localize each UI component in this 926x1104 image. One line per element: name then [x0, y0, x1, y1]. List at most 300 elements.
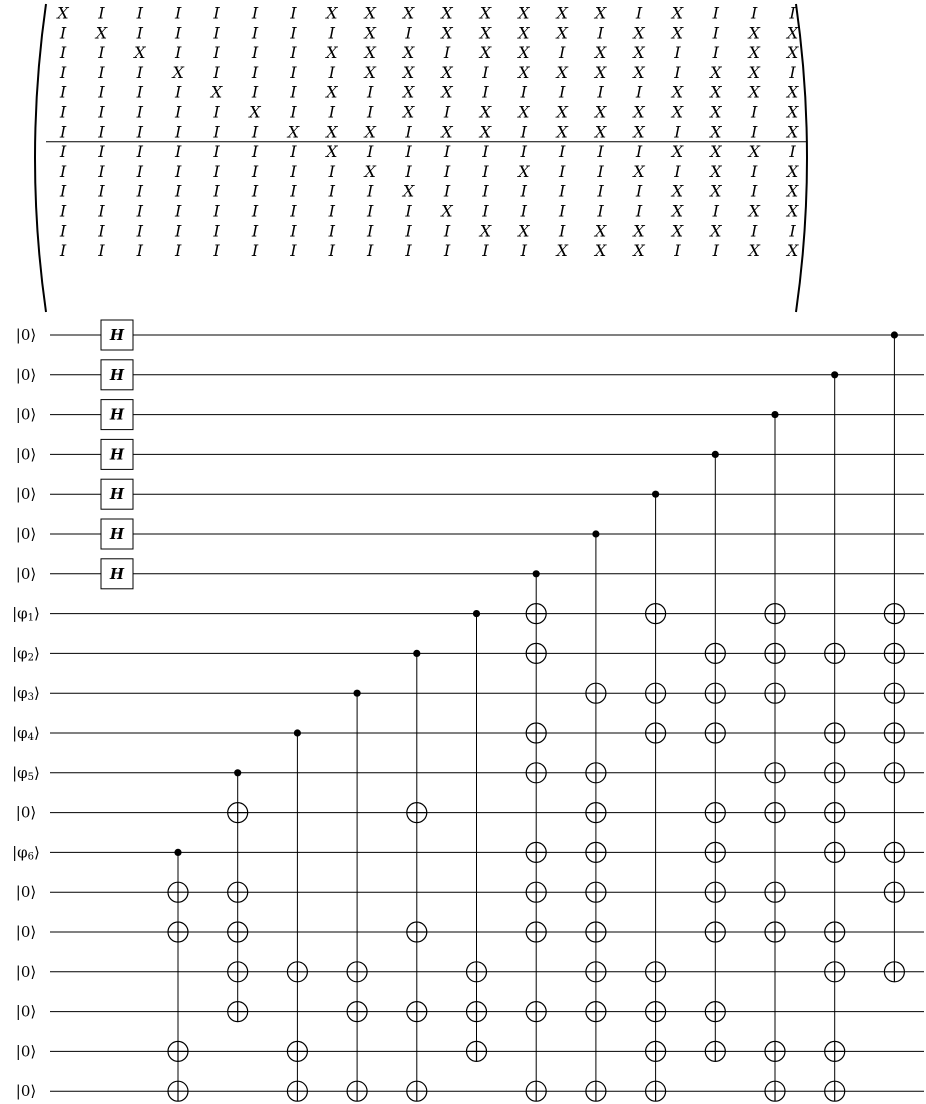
matrix-entry: I — [98, 62, 105, 82]
matrix-entry: I — [175, 122, 182, 142]
matrix-entry: I — [482, 241, 489, 261]
target-oplus — [168, 922, 188, 942]
matrix-entry: I — [213, 62, 220, 82]
matrix-entry: I — [712, 241, 719, 261]
matrix-entry: I — [251, 62, 259, 82]
matrix-entry: I — [136, 23, 143, 43]
matrix-entry: I — [59, 241, 67, 261]
matrix-entry: I — [98, 122, 105, 142]
matrix-entry: X — [518, 62, 530, 82]
matrix-entry: X — [671, 181, 684, 201]
matrix-entry: X — [748, 142, 760, 162]
matrix-entry: I — [98, 82, 105, 102]
matrix-entry: X — [748, 201, 760, 221]
matrix-entry: I — [751, 122, 758, 142]
svg-text:H: H — [109, 326, 125, 344]
matrix-entry: I — [559, 82, 566, 102]
matrix-entry: I — [251, 43, 259, 63]
matrix-entry: X — [594, 221, 607, 241]
wire-label: |0⟩ — [15, 326, 37, 344]
cnot-gate — [228, 769, 248, 1021]
matrix-entry: X — [479, 221, 492, 241]
target-oplus — [526, 643, 546, 663]
wire-label: |0⟩ — [15, 1042, 37, 1061]
target-oplus — [586, 683, 606, 703]
matrix-entry: X — [633, 221, 645, 241]
matrix-entry: X — [748, 23, 760, 43]
cnot-gate — [586, 530, 606, 1101]
control-dot — [234, 769, 241, 776]
matrix-entry: X — [594, 102, 607, 122]
cnot-gate — [825, 371, 845, 1101]
target-oplus — [705, 723, 725, 743]
matrix-entry: I — [251, 23, 259, 43]
cnot-gate — [168, 849, 188, 1101]
matrix-entry: I — [674, 241, 681, 261]
matrix-entry: X — [364, 43, 376, 63]
target-oplus — [765, 604, 785, 624]
target-oplus — [526, 1002, 546, 1022]
target-oplus — [407, 803, 427, 823]
matrix-entry: I — [175, 241, 182, 261]
matrix-entry: I — [482, 142, 489, 162]
matrix-entry: X — [786, 201, 799, 221]
matrix-entry: I — [712, 43, 719, 63]
matrix-entry: X — [710, 122, 722, 142]
target-oplus — [765, 922, 785, 942]
matrix-entry: I — [520, 241, 527, 261]
matrix-entry: X — [326, 3, 338, 23]
matrix-entry: X — [479, 122, 492, 142]
target-oplus — [705, 882, 725, 902]
wire-label: $|\varphi_2⟩$ — [12, 644, 40, 663]
matrix-entry: X — [172, 62, 184, 82]
matrix-entry: I — [443, 181, 451, 201]
matrix-entry: I — [405, 23, 412, 43]
matrix-entry: I — [251, 3, 259, 23]
target-oplus — [228, 962, 248, 982]
wire-label: |0⟩ — [15, 923, 37, 941]
matrix-entry: I — [136, 241, 143, 261]
matrix-entry: I — [520, 82, 527, 102]
target-oplus — [586, 842, 606, 862]
target-oplus — [228, 1002, 248, 1022]
target-oplus — [825, 1041, 845, 1061]
matrix-entry: I — [405, 161, 412, 181]
matrix-entry: X — [594, 241, 607, 261]
matrix-entry: I — [213, 122, 220, 142]
matrix-entry: X — [402, 82, 415, 102]
target-oplus — [586, 922, 606, 942]
matrix-entry: X — [95, 23, 108, 43]
encoding-circuit — [12, 320, 924, 1101]
matrix-entry: I — [290, 23, 297, 43]
matrix-entry: I — [251, 122, 259, 142]
matrix-entry: X — [556, 23, 568, 43]
target-oplus — [825, 803, 845, 823]
matrix-entry: I — [290, 82, 297, 102]
matrix-entry: X — [633, 161, 645, 181]
matrix-entry: I — [597, 82, 604, 102]
matrix-entry: I — [405, 142, 412, 162]
matrix-entry: X — [671, 82, 684, 102]
hadamard-gate — [101, 320, 133, 350]
matrix-entry: X — [134, 43, 146, 63]
matrix-entry: X — [786, 181, 799, 201]
matrix-entry: I — [175, 161, 182, 181]
cnot-gate — [646, 491, 666, 1102]
matrix-entry: I — [98, 181, 105, 201]
matrix-entry: I — [751, 181, 758, 201]
matrix-entry: I — [59, 161, 67, 181]
target-oplus — [646, 962, 666, 982]
matrix-entry: I — [136, 221, 143, 241]
hadamard-gate — [101, 559, 133, 589]
matrix-entry: X — [364, 3, 376, 23]
stabilizer-matrix — [35, 4, 807, 313]
target-oplus — [646, 723, 666, 743]
target-oplus — [705, 683, 725, 703]
control-dot — [712, 451, 719, 458]
matrix-entry: I — [213, 102, 220, 122]
target-oplus — [825, 842, 845, 862]
target-oplus — [228, 882, 248, 902]
matrix-entry: I — [328, 201, 335, 221]
matrix-entry: I — [98, 161, 105, 181]
svg-text:H: H — [109, 405, 125, 424]
matrix-entry: I — [136, 161, 143, 181]
matrix-entry: X — [786, 82, 799, 102]
target-oplus — [884, 643, 904, 663]
matrix-entry: X — [518, 23, 530, 43]
matrix-entry: X — [57, 3, 69, 23]
matrix-entry: I — [789, 62, 796, 82]
matrix-entry: X — [633, 122, 645, 142]
matrix-entry: X — [748, 43, 760, 63]
matrix-entry: I — [712, 23, 719, 43]
matrix-entry: X — [402, 181, 415, 201]
target-oplus — [228, 803, 248, 823]
matrix-entry: I — [367, 181, 374, 201]
matrix-entry: I — [443, 102, 451, 122]
matrix-entry: X — [518, 221, 530, 241]
matrix-entry: I — [251, 181, 259, 201]
matrix-entry: I — [635, 3, 643, 23]
wire-label: |0⟩ — [15, 405, 37, 424]
matrix-entry: I — [559, 142, 566, 162]
matrix-entry: I — [482, 62, 489, 82]
target-oplus — [825, 723, 845, 743]
svg-text:H: H — [109, 365, 125, 384]
target-oplus — [884, 604, 904, 624]
target-oplus — [646, 683, 666, 703]
target-oplus — [884, 683, 904, 703]
matrix-entry: I — [175, 102, 182, 122]
matrix-entry: I — [405, 201, 412, 221]
target-oplus — [884, 842, 904, 862]
cnot-gate — [526, 570, 546, 1101]
target-oplus — [228, 922, 248, 942]
matrix-entry: I — [597, 142, 604, 162]
cnot-gate — [884, 331, 904, 981]
matrix-entry: X — [786, 161, 799, 181]
matrix-entry: X — [748, 241, 760, 261]
target-oplus — [407, 922, 427, 942]
matrix-entry: I — [367, 82, 374, 102]
matrix-entry: I — [213, 23, 220, 43]
matrix-entry: I — [367, 241, 374, 261]
matrix-entry: I — [136, 181, 143, 201]
target-oplus — [526, 1081, 546, 1101]
target-oplus — [287, 962, 307, 982]
matrix-entry: X — [710, 82, 722, 102]
matrix-entry: I — [789, 142, 796, 162]
matrix-entry: X — [671, 3, 684, 23]
matrix-entry: I — [328, 102, 335, 122]
wire-label: |0⟩ — [15, 485, 37, 504]
matrix-entry: X — [556, 122, 568, 142]
matrix-entry: I — [367, 142, 374, 162]
matrix-entry: X — [786, 102, 799, 122]
target-oplus — [526, 842, 546, 862]
matrix-entry: I — [559, 201, 566, 221]
matrix-entry: X — [441, 62, 453, 82]
matrix-entry: X — [441, 82, 453, 102]
wire-label: $|\varphi_1⟩$ — [12, 604, 40, 624]
matrix-entry: I — [98, 241, 105, 261]
wire-label: $|\varphi_4⟩$ — [12, 724, 40, 743]
target-oplus — [526, 604, 546, 624]
matrix-entry: I — [213, 181, 220, 201]
matrix-entry: I — [290, 241, 297, 261]
wire-label: |0⟩ — [15, 962, 37, 981]
matrix-entry: I — [175, 23, 182, 43]
matrix-entry: I — [175, 221, 182, 241]
matrix-entry: I — [635, 201, 643, 221]
matrix-entry: X — [594, 122, 607, 142]
wire-label: $|\varphi_5⟩$ — [12, 763, 40, 783]
matrix-entry: X — [326, 82, 338, 102]
target-oplus — [705, 1041, 725, 1061]
target-oplus — [765, 1041, 785, 1061]
matrix-entry: I — [789, 3, 796, 23]
matrix-entry: I — [136, 82, 143, 102]
target-oplus — [646, 1081, 666, 1101]
matrix-entry: I — [367, 102, 374, 122]
matrix-entry: X — [210, 82, 223, 102]
matrix-entry: I — [213, 161, 220, 181]
target-oplus — [705, 842, 725, 862]
target-oplus — [586, 803, 606, 823]
target-oplus — [586, 1081, 606, 1101]
control-dot — [473, 610, 480, 617]
matrix-entry: I — [290, 161, 297, 181]
matrix-entry: I — [290, 62, 297, 82]
matrix-entry: X — [594, 43, 607, 63]
target-oplus — [407, 1081, 427, 1101]
matrix-entry: I — [59, 122, 67, 142]
matrix-entry: X — [518, 3, 530, 23]
target-oplus — [586, 882, 606, 902]
matrix-entry: X — [364, 23, 376, 43]
target-oplus — [825, 962, 845, 982]
matrix-entry: X — [402, 43, 415, 63]
wire-label: $|\varphi_6⟩$ — [12, 843, 40, 862]
wire-label: |0⟩ — [15, 365, 37, 384]
matrix-entry: X — [287, 122, 300, 142]
control-dot — [294, 729, 301, 736]
matrix-entry: I — [136, 201, 143, 221]
target-oplus — [586, 763, 606, 783]
target-oplus — [884, 763, 904, 783]
matrix-entry: X — [786, 122, 799, 142]
matrix-entry: I — [175, 142, 182, 162]
matrix-entry: X — [748, 62, 760, 82]
matrix-entry: I — [290, 43, 297, 63]
matrix-entry: I — [559, 43, 566, 63]
matrix-entry: I — [290, 142, 297, 162]
matrix-entry: I — [328, 221, 335, 241]
matrix-entry: I — [443, 142, 451, 162]
wire-label: |0⟩ — [15, 1002, 37, 1021]
matrix-entry: X — [633, 241, 645, 261]
matrix-entry: I — [213, 3, 220, 23]
matrix-entry: I — [175, 43, 182, 63]
matrix-entry: I — [59, 181, 67, 201]
hadamard-gate — [101, 519, 133, 549]
hadamard-gate — [101, 400, 133, 430]
matrix-entry: I — [98, 221, 105, 241]
target-oplus — [168, 1041, 188, 1061]
matrix-entry: X — [556, 62, 568, 82]
matrix-entry: X — [326, 122, 338, 142]
target-oplus — [765, 1081, 785, 1101]
left-paren — [35, 4, 46, 312]
matrix-entry: I — [712, 3, 719, 23]
target-oplus — [347, 962, 367, 982]
cnot-gate — [347, 690, 367, 1102]
matrix-entry: I — [597, 23, 604, 43]
cnot-gate — [467, 610, 487, 1061]
matrix-entry: I — [367, 201, 374, 221]
matrix-entry: X — [479, 43, 492, 63]
matrix-entry: I — [751, 221, 758, 241]
matrix-entry: I — [751, 161, 758, 181]
svg-text:H: H — [109, 525, 125, 543]
matrix-entry: I — [98, 142, 105, 162]
target-oplus — [705, 922, 725, 942]
matrix-entry: X — [402, 3, 415, 23]
matrix-entry: X — [441, 122, 453, 142]
matrix-entry: X — [441, 23, 453, 43]
matrix-entry: I — [59, 221, 67, 241]
matrix-entry: I — [290, 201, 297, 221]
target-oplus — [646, 604, 666, 624]
matrix-entry: X — [633, 23, 645, 43]
matrix-entry: X — [479, 3, 492, 23]
matrix-entry: X — [364, 62, 376, 82]
matrix-entry: I — [251, 221, 259, 241]
matrix-entry: I — [674, 43, 681, 63]
svg-text:H: H — [109, 564, 125, 583]
matrix-entry: X — [364, 122, 376, 142]
matrix-entry: I — [751, 102, 758, 122]
target-oplus — [467, 1002, 487, 1022]
matrix-entry: I — [405, 221, 412, 241]
target-oplus — [646, 1041, 666, 1061]
matrix-entry: X — [710, 142, 722, 162]
control-dot — [891, 331, 898, 338]
matrix-entry: I — [405, 241, 412, 261]
matrix-entry: I — [674, 161, 681, 181]
matrix-entry: X — [518, 161, 530, 181]
matrix-entry: I — [443, 221, 451, 241]
matrix-entry: I — [482, 181, 489, 201]
matrix-entry: I — [443, 241, 451, 261]
control-dot — [652, 491, 659, 498]
matrix-entry: I — [789, 221, 796, 241]
target-oplus — [526, 882, 546, 902]
matrix-entry: I — [597, 161, 604, 181]
matrix-entry: I — [136, 3, 143, 23]
matrix-entry: I — [635, 142, 643, 162]
target-oplus — [705, 643, 725, 663]
matrix-entry: I — [328, 161, 335, 181]
target-oplus — [825, 1081, 845, 1101]
matrix-entry: X — [441, 201, 453, 221]
target-oplus — [884, 723, 904, 743]
matrix-entry: I — [98, 3, 105, 23]
matrix-entry: I — [59, 201, 67, 221]
target-oplus — [287, 1081, 307, 1101]
matrix-entry: I — [290, 102, 297, 122]
target-oplus — [347, 1081, 367, 1101]
target-oplus — [168, 882, 188, 902]
target-oplus — [407, 1002, 427, 1022]
matrix-entry: I — [290, 181, 297, 201]
matrix-entry: X — [402, 102, 415, 122]
matrix-entry: I — [328, 241, 335, 261]
matrix-entry: I — [482, 161, 489, 181]
target-oplus — [765, 643, 785, 663]
matrix-entry: I — [213, 221, 220, 241]
target-oplus — [526, 723, 546, 743]
control-dot — [831, 371, 838, 378]
wire-label: |0⟩ — [15, 564, 37, 583]
matrix-entry: I — [251, 241, 259, 261]
matrix-entry: I — [520, 181, 527, 201]
matrix-entry: X — [249, 102, 261, 122]
wire-label: |0⟩ — [15, 445, 37, 464]
svg-text:H: H — [109, 445, 125, 464]
target-oplus — [467, 1041, 487, 1061]
matrix-entry: X — [364, 161, 376, 181]
matrix-entry: I — [59, 142, 67, 162]
cnot-gate — [705, 451, 725, 1062]
matrix-entry: X — [556, 102, 568, 122]
matrix-entry: X — [479, 23, 492, 43]
matrix-entry: I — [674, 122, 681, 142]
target-oplus — [884, 882, 904, 902]
matrix-entry: I — [175, 82, 182, 102]
target-oplus — [825, 763, 845, 783]
matrix-entry: I — [213, 201, 220, 221]
hadamard-gate — [101, 479, 133, 509]
control-dot — [592, 530, 599, 537]
matrix-entry: X — [671, 201, 684, 221]
target-oplus — [825, 922, 845, 942]
matrix-entry: I — [328, 23, 335, 43]
